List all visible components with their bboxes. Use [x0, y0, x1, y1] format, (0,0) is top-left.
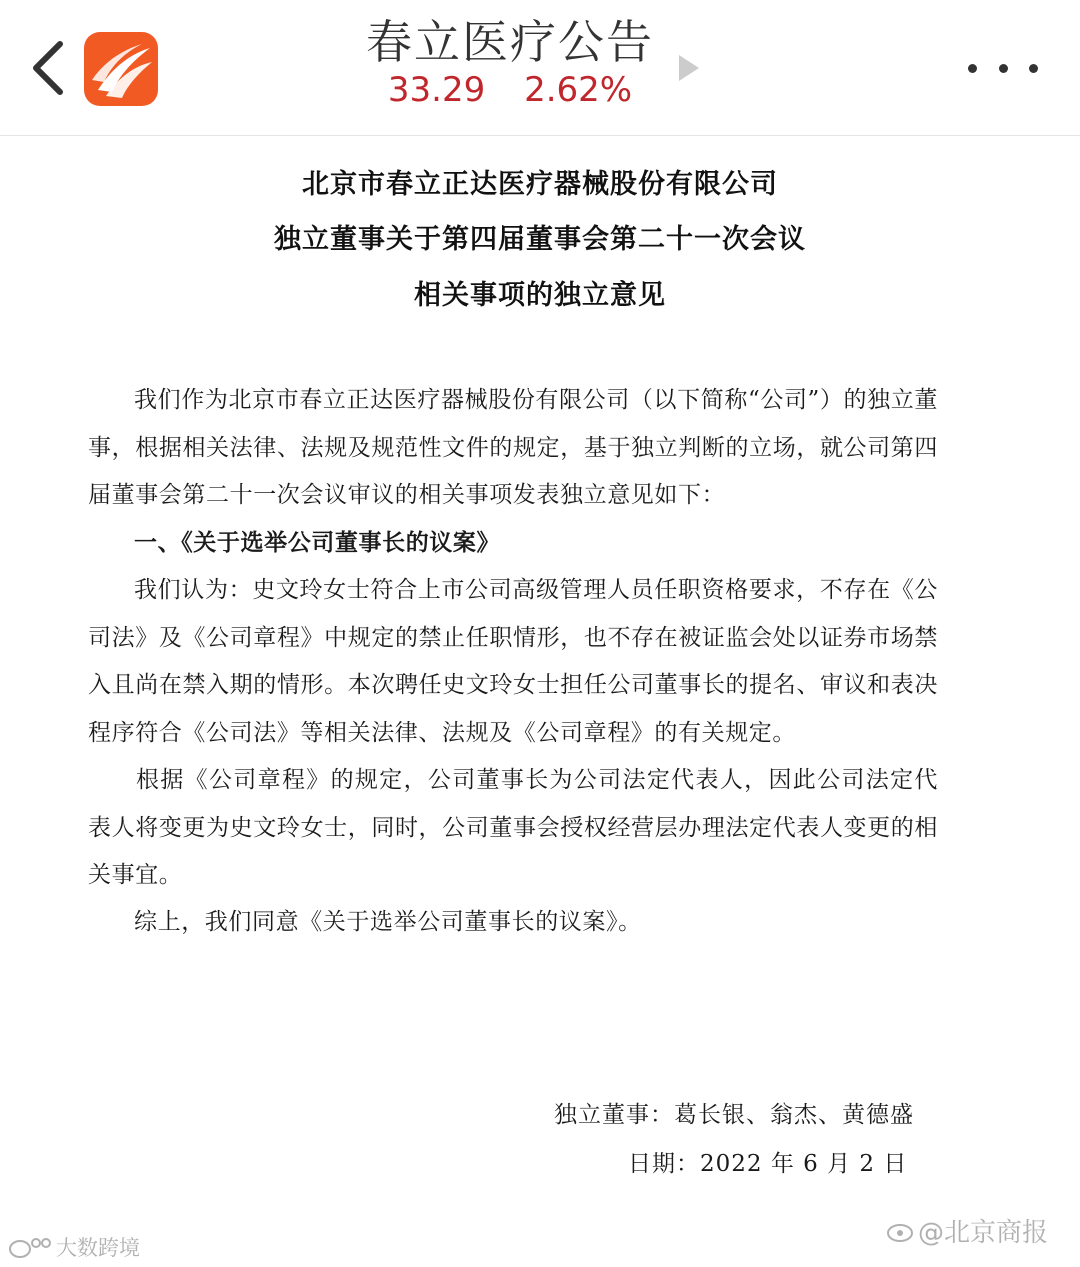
play-triangle-icon [676, 52, 702, 84]
watermark-right-text: @北京商报 [918, 1218, 1049, 1248]
next-button[interactable] [676, 52, 702, 84]
stock-change-pct: 2.62% [524, 70, 633, 110]
more-options-button[interactable] [968, 50, 1038, 86]
conclusion-paragraph: 综上，我们同意《关于选举公司董事长的议案》。 [134, 909, 642, 935]
chevron-left-icon [30, 40, 64, 96]
watermark-left-text: 大数跨境 [56, 1236, 140, 1260]
stock-price: 33.29 [387, 70, 486, 110]
section-heading: 一、《关于选举公司董事长的议案》 [134, 529, 501, 556]
back-button[interactable] [22, 38, 72, 98]
page-title: 春立医疗公告 [366, 15, 654, 69]
top-nav-bar [0, 0, 1080, 136]
weibo-logo-icon [8, 1235, 52, 1259]
document-title-line-3: 相关事项的独立意见 [414, 280, 666, 311]
watermark-right [886, 1212, 1048, 1249]
document-title-line-1: 北京市春立正达医疗器械股份有限公司 [302, 169, 778, 200]
more-dots-icon [968, 64, 977, 73]
legal-representative-paragraph: 根据《公司章程》的规定，公司董事长为公司法定代表人，因此公司法定代表人将变更为史文玲女士，同时，公司董事会授权经营层办理法定代表人变更的相关事宜。 [88, 767, 938, 888]
stock-quote [300, 70, 720, 110]
document-title-line-2: 独立董事关于第四届董事会第二十一次会议 [274, 224, 806, 255]
more-dots-icon [999, 64, 1008, 73]
date: 日期：2022 年 6 月 2 日 [628, 1151, 908, 1177]
app-logo-icon[interactable] [84, 32, 158, 106]
more-dots-icon [1029, 64, 1038, 73]
opinion-paragraph: 我们认为：史文玲女士符合上市公司高级管理人员任职资格要求，不存在《公司法》及《公司章程》中规定的禁止任职情形，也不存在被证监会处以证券市场禁入且尚在禁入期的情形。本次聘任史文玲女士担任公司董事长的提名、审议和表决程序符合《公司法》等相关法律、法规及《公司章程》的有关规定。 [88, 577, 938, 746]
intro-paragraph: 我们作为北京市春立正达医疗器械股份有限公司（以下简称“公司”）的独立董事，根据相关法律、法规及规范性文件的规定，基于独立判断的立场，就公司第四届董事会第二十一次会议审议的相关事项发表独立意见如下： [88, 387, 938, 508]
weibo-eye-icon [886, 1219, 916, 1243]
signature: 独立董事：葛长银、翁杰、黄德盛 [554, 1102, 914, 1128]
watermark-left [8, 1232, 140, 1262]
